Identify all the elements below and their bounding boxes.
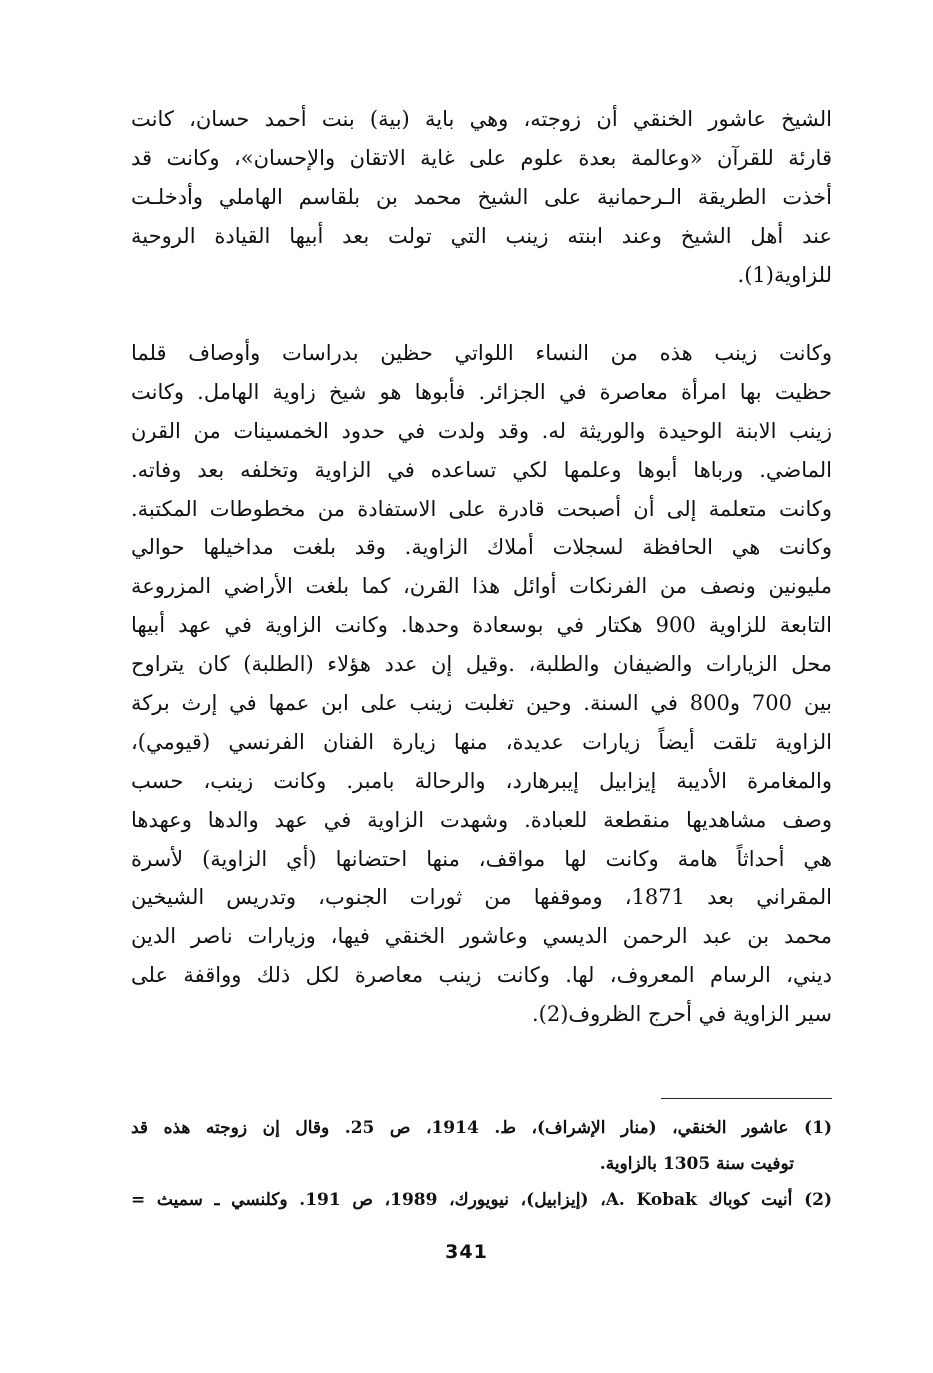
text-line: الماضي. ورباها أبوها وعلمها لكي تساعده في الزاوية وتخلفه بعد وفاته. <box>131 457 832 482</box>
text-line: الزاوية تلقت أيضاً زيارات عديدة، منها زيارة الفنان الفرنسي (قيومي)، <box>131 729 832 754</box>
text-line: التابعة للزاوية 900 هكتار في بوسعادة وحدها. وكانت الزاوية في عهد أبيها <box>131 613 832 638</box>
paragraph-2 <box>131 334 832 1034</box>
text-line: وصف مشاهديها منقطعة للعبادة. وشهدت الزاوية في عهد والدها وعهدها <box>131 807 832 832</box>
footnote-line: (1) عاشور الخنقي، (منار الإشراف)، ط. 1914، ص 25. وقال إن زوجته هذه قد <box>131 1118 832 1138</box>
footnote-2 <box>131 1182 832 1218</box>
text-line: سير الزاوية في أحرج الظروف(2). <box>531 1002 832 1027</box>
footnote-divider <box>661 1098 832 1099</box>
text-line: أخذت الطريقة الـرحمانية على الشيخ محمد بن بلقاسم الهاملي وأدخلـت <box>131 184 832 209</box>
text-line: مليونين ونصف من الفرنكات أوائل هذا القرن، كما بلغت الأراضي المزروعة <box>131 574 832 599</box>
text-line: عند أهل الشيخ وعند ابنته زينب التي تولت بعد أبيها القيادة الروحية <box>131 223 832 248</box>
paragraph-1 <box>131 100 832 294</box>
footnote-line: (2) أنيت كوباك A. Kobak، (إيزابيل)، نيويورك، 1989، ص 191. وكلنسي ـ سميث = <box>131 1190 832 1210</box>
text-line: والمغامرة الأديبة إيزابيل إيبرهارد، والرحالة بامبر. وكانت زينب، حسب <box>131 768 832 793</box>
text-line: حظيت بها امرأة معاصرة في الجزائر. فأبوها هو شيخ زاوية الهامل. وكانت <box>131 379 832 404</box>
footnotes <box>131 1110 832 1218</box>
text-line: محل الزيارات والضيفان والطلبة، .وقيل إن عدد هؤلاء (الطلبة) كان يتراوح <box>131 652 832 677</box>
text-line: هي أحداثاً هامة وكانت لها مواقف، منها احتضانها (أي الزاوية) لأسرة <box>131 846 832 871</box>
text-line: قارئة للقرآن «وعالمة بعدة علوم على غاية الاتقان والإحسان»، وكانت قد <box>131 145 832 170</box>
text-line: ديني، الرسام المعروف، لها. وكانت زينب معاصرة لكل ذلك وواقفة على <box>131 963 832 988</box>
text-line: الشيخ عاشور الخنقي أن زوجته، وهي باية (بية) بنت أحمد حسان، كانت <box>131 107 832 131</box>
text-line: المقراني بعد 1871، وموقفها من ثورات الجنوب، وتدريس الشيخين <box>131 885 832 910</box>
text-line: محمد بن عبد الرحمن الديسي وعاشور الخنقي فيها، وزيارات ناصر الدين <box>131 924 832 949</box>
footnote-line: توفيت سنة 1305 بالزاوية. <box>599 1154 794 1174</box>
text-line: وكانت هي الحافظة لسجلات أملاك الزاوية. وقد بلغت مداخيلها حوالي <box>131 535 832 560</box>
footnote-1 <box>131 1110 832 1182</box>
text-line: زينب الابنة الوحيدة والوريثة له. وقد ولدت في حدود الخمسينات من القرن <box>131 418 832 443</box>
page-number: 341 <box>445 1241 488 1263</box>
text-line: للزاوية(1). <box>737 262 832 287</box>
text-line: بين 700 و800 في السنة. وحين تغلبت زينب على ابن عمها في إرث بركة <box>131 691 832 716</box>
text-line: وكانت زينب هذه من النساء اللواتي حظين بدراسات وأوصاف قلما <box>131 341 832 365</box>
text-line: وكانت متعلمة إلى أن أصبحت قادرة على الاستفادة من مخطوطات المكتبة. <box>131 496 832 521</box>
